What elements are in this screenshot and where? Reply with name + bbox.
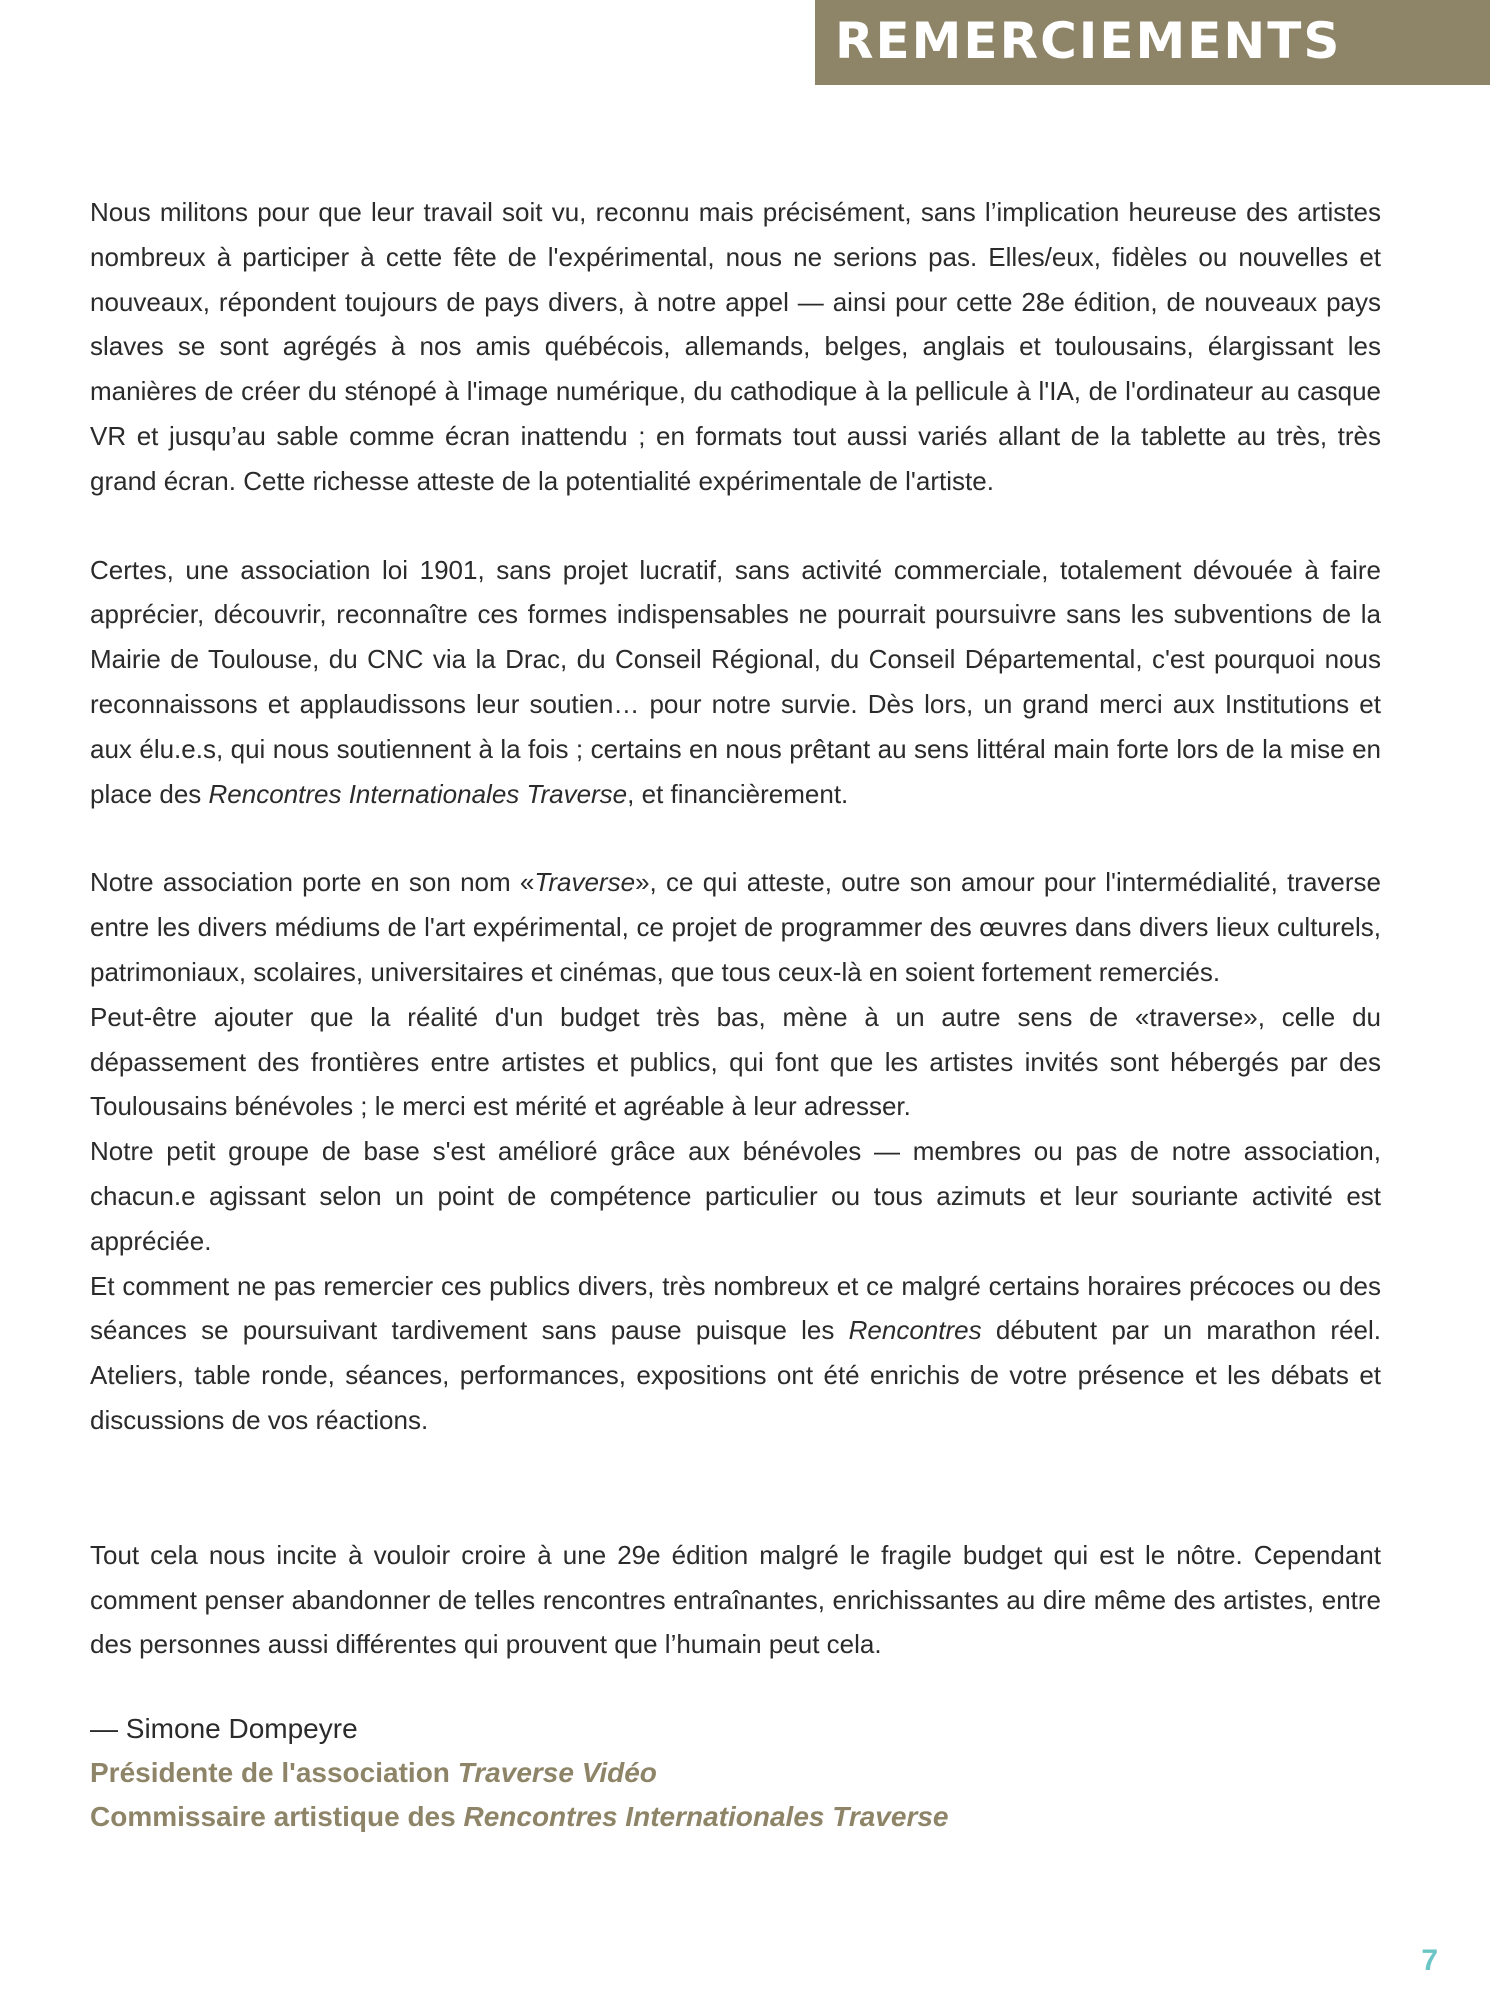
title-banner <box>815 0 1490 85</box>
body-text <box>90 190 1381 1839</box>
paragraph-6-text-a: Et comment ne pas remercier ces publics divers, très nombreux et ce malgré certains horaires précoces ou des séances se poursuivant tardivement sans pause puisque les <box>90 1270 1381 1346</box>
signature-name: — Simone Dompeyre <box>90 1713 358 1745</box>
paragraph-3-italic: Traverse <box>534 867 636 898</box>
paragraph-2-text-b: , et financièrement. <box>627 778 849 809</box>
paragraph-3 <box>90 860 1381 994</box>
paragraph-2-text-a: Certes, une association loi 1901, sans projet lucratif, sans activité commerciale, totalement dévouée à faire apprécier, découvrir, reconnaître ces formes indispensables ne pourrait poursuivre sans les subventions de la Mairie de Toulouse, du CNC via la Drac, du Conseil Régional, du Conseil Départemental, c'est pourquoi nous reconnaissons et applaudissons leur soutien… pour notre survie. Dès lors, un grand merci aux Institutions et aux élu.e.s, qui nous soutiennent à la fois ; certains en nous prêtant au sens littéral main forte lors de la mise en place des <box>90 554 1381 809</box>
paragraph-5: Notre petit groupe de base s'est amélioré grâce aux bénévoles — membres ou pas de notre association, chacun.e agissant selon un point de compétence particulier ou tous azimuts et leur souriante activité est appréciée. <box>90 1136 1381 1256</box>
signature-role-1-text: Présidente de l'association <box>90 1757 458 1789</box>
page-number: 7 <box>1421 1944 1438 1977</box>
paragraph-6-text-b: débutent par un marathon réel. Ateliers, table ronde, séances, performances, expositions ont été enrichis de votre présence et les débats et discussions de vos réactions. <box>90 1315 1381 1435</box>
signature-role-2-italic: Rencontres Internationales Traverse <box>463 1801 949 1833</box>
paragraph-3-text-b: », ce qui atteste, outre son amour pour l'intermédialité, traverse entre les divers médiums de l'art expérimental, ce projet de programmer des œuvres dans divers lieux culturels, patrimoniaux, scolaires, universitaires et cinémas, que tous ceux-là en soient fortement remerciés. <box>90 867 1382 987</box>
signature-role-1-italic: Traverse Vidéo <box>457 1757 657 1789</box>
signature-role-2 <box>90 1795 1381 1839</box>
paragraph-4: Peut-être ajouter que la réalité d'un budget très bas, mène à un autre sens de «traverse», celle du dépassement des frontières entre artistes et publics, qui font que les artistes invités sont hébergés par des Toulousains bénévoles ; le merci est mérité et agréable à leur adresser. <box>90 1001 1381 1122</box>
paragraph-6-italic: Rencontres <box>848 1315 982 1346</box>
paragraph-2-italic: Rencontres Internationales Traverse <box>208 778 628 809</box>
paragraph-2 <box>90 548 1381 817</box>
signature-role-2-text: Commissaire artistique des <box>90 1801 464 1833</box>
paragraph-3-text-a: Notre association porte en son nom « <box>90 867 535 898</box>
paragraph-6 <box>90 1264 1381 1443</box>
paragraph-7: Tout cela nous incite à vouloir croire à une 29e édition malgré le fragile budget qui est le nôtre. Cependant comment penser abandonner de telles rencontres entraînantes, enrichissantes au dire même des artistes, entre des personnes aussi différentes qui prouvent que l’humain peut cela. <box>90 1539 1381 1660</box>
signature-role-1 <box>90 1751 1381 1795</box>
paragraph-1: Nous militons pour que leur travail soit vu, reconnu mais précisément, sans l’implication heureuse des artistes nombreux à participer à cette fête de l'expérimental, nous ne serions pas. Elles/eux, fidèles ou nouvelles et nouveaux, répondent toujours de pays divers, à notre appel — ainsi pour cette 28e édition, de nouveaux pays slaves se sont agrégés à nos amis québécois, allemands, belges, anglais et toulousains, élargissant les manières de créer du sténopé à l'image numérique, du cathodique à la pellicule à l'IA, de l'ordinateur au casque VR et jusqu’au sable comme écran inattendu ; en formats tout aussi variés allant de la tablette au très, très grand écran. Cette richesse atteste de la potentialité expérimentale de l'artiste. <box>90 197 1381 496</box>
page-title: REMERCIEMENTS <box>835 11 1342 70</box>
